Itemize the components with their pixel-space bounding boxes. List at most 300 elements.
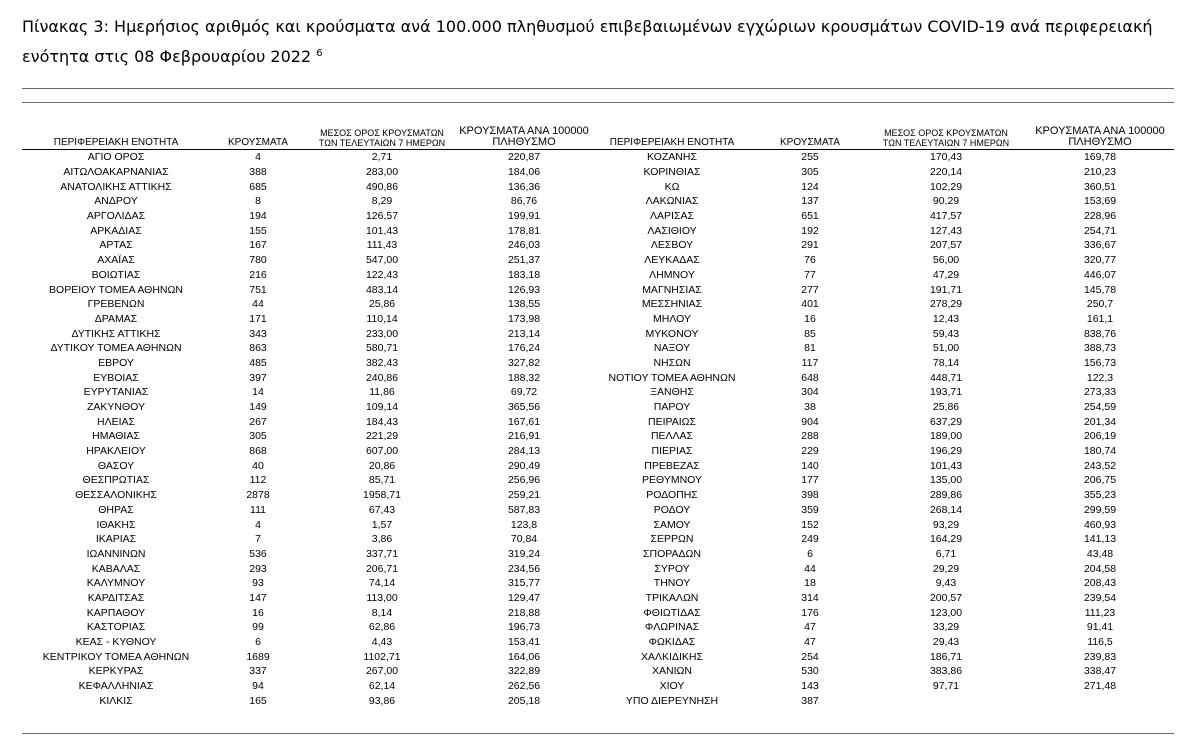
left-avg7-cell: 2,71 — [371, 151, 393, 164]
right-cases-cell: 530 — [801, 665, 819, 678]
right-per100k-cell: 320,77 — [1083, 254, 1117, 267]
left-cases-cell: 44 — [252, 298, 264, 311]
right-region-cell: ΧΑΛΚΙΔΙΚΗΣ — [641, 650, 703, 663]
right-avg7-cell: 47,29 — [932, 268, 960, 281]
left-region-cell: ΘΑΣΟΥ — [97, 459, 135, 472]
right-cases-cell: 305 — [801, 166, 819, 179]
right-cases-cell: 229 — [801, 445, 819, 458]
right-per100k-cell: 243,52 — [1083, 459, 1117, 472]
right-avg7-cell: 78,14 — [932, 356, 960, 369]
left-per100k-cell: 183,18 — [507, 268, 541, 281]
left-avg7-cell: 62,86 — [368, 621, 396, 634]
right-avg7-cell: 9,43 — [935, 577, 957, 590]
right-avg7-cell: 417,57 — [929, 210, 963, 223]
right-per100k-cell: 271,48 — [1083, 680, 1117, 693]
right-avg7-cell: 56,00 — [932, 254, 960, 267]
left-avg7-cell: 283,00 — [365, 166, 399, 179]
table-row — [22, 326, 1174, 341]
table-row — [22, 238, 1174, 253]
header-region-right: ΠΕΡΙΦΕΡΕΙΑΚΗ ΕΝΟΤΗΤΑ — [590, 126, 754, 150]
right-per100k-cell: 91,41 — [1086, 621, 1114, 634]
left-cases-cell: 194 — [249, 210, 267, 223]
bottom-divider — [22, 733, 1174, 734]
right-per100k-cell: 338,47 — [1083, 665, 1117, 678]
table-row — [22, 679, 1174, 694]
right-per100k-cell: 838,76 — [1083, 327, 1117, 340]
left-avg7-cell: 580,71 — [365, 342, 399, 355]
right-avg7-cell: 102,29 — [929, 180, 963, 193]
left-avg7-cell: 1102,71 — [363, 650, 401, 663]
right-region-cell: ΚΟΡΙΝΘΙΑΣ — [643, 166, 701, 179]
table-row — [22, 414, 1174, 429]
left-cases-cell: 149 — [249, 401, 267, 414]
right-per100k-cell: 360,51 — [1083, 180, 1117, 193]
left-avg7-cell: 113,00 — [366, 591, 398, 604]
left-region-cell: ΚΑΒΑΛΑΣ — [91, 562, 141, 575]
left-per100k-cell: 196,73 — [507, 621, 541, 634]
right-avg7-cell: 383,86 — [929, 665, 963, 678]
left-region-cell: ΓΡΕΒΕΝΩΝ — [87, 298, 145, 311]
right-avg7-cell: 189,00 — [929, 430, 963, 443]
second-divider — [22, 102, 1174, 103]
left-per100k-cell: 216,91 — [507, 430, 541, 443]
left-per100k-cell: 184,06 — [507, 166, 541, 179]
left-cases-cell: 14 — [252, 386, 264, 399]
right-per100k-cell: 254,59 — [1083, 401, 1117, 414]
left-per100k-cell: 138,55 — [507, 298, 541, 311]
left-avg7-cell: 111,43 — [366, 239, 398, 252]
right-per100k-cell: 141,13 — [1083, 533, 1117, 546]
left-avg7-cell: 483,14 — [365, 283, 399, 296]
left-cases-cell: 536 — [249, 547, 267, 560]
left-region-cell: ΚΑΡΠΑΘΟΥ — [86, 606, 146, 619]
left-region-cell: ΒΟΡΕΙΟΥ ΤΟΜΕΑ ΑΘΗΝΩΝ — [49, 283, 183, 296]
left-cases-cell: 780 — [249, 254, 267, 267]
table-row — [22, 429, 1174, 444]
left-cases-cell: 165 — [249, 694, 267, 707]
table-row — [22, 400, 1174, 415]
right-cases-cell: 152 — [801, 518, 819, 531]
left-cases-cell: 305 — [249, 430, 267, 443]
left-per100k-cell: 290,49 — [507, 459, 541, 472]
left-cases-cell: 337 — [249, 665, 267, 678]
right-cases-cell: 77 — [804, 268, 816, 281]
right-avg7-cell: 127,43 — [929, 224, 963, 237]
left-per100k-cell: 365,56 — [507, 401, 541, 414]
caption-text: Πίνακας 3: Ημερήσιος αριθμός και κρούσματα ανά 100.000 πληθυσμού επιβεβαιωμένων εγχώριων κρουσμάτων COVID-19 ανά περιφερειακή ενότητα στις 08 Φεβρουαρίου 2022 — [22, 17, 1153, 66]
left-cases-cell: 863 — [249, 342, 267, 355]
right-per100k-cell: 460,93 — [1083, 518, 1117, 531]
right-region-cell: ΚΟΖΑΝΗΣ — [647, 151, 697, 164]
right-avg7-cell: 164,29 — [929, 533, 963, 546]
right-cases-cell: 304 — [801, 386, 819, 399]
table-row — [22, 268, 1174, 283]
left-region-cell: ΑΙΤΩΛΟΑΚΑΡΝΑΝΙΑΣ — [63, 166, 169, 179]
left-cases-cell: 6 — [255, 636, 261, 649]
left-cases-cell: 4 — [255, 151, 261, 164]
right-per100k-cell: 239,83 — [1083, 650, 1117, 663]
right-cases-cell: 124 — [801, 180, 819, 193]
right-cases-cell: 143 — [801, 680, 819, 693]
table-row — [22, 591, 1174, 606]
right-avg7-cell: 220,14 — [929, 166, 963, 179]
left-avg7-cell: 85,71 — [368, 474, 396, 487]
right-cases-cell: 137 — [801, 195, 819, 208]
left-per100k-cell: 220,87 — [507, 151, 541, 164]
right-per100k-cell: 156,73 — [1083, 356, 1117, 369]
left-per100k-cell: 587,83 — [507, 503, 541, 516]
right-per100k-cell: 122,3 — [1086, 371, 1114, 384]
table-row — [22, 253, 1174, 268]
right-region-cell: ΣΥΡΟΥ — [654, 562, 690, 575]
left-avg7-cell: 3,86 — [371, 533, 393, 546]
left-per100k-cell: 167,61 — [507, 415, 541, 428]
right-region-cell: ΡΕΘΥΜΝΟΥ — [641, 474, 702, 487]
left-region-cell: ΑΝΑΤΟΛΙΚΗΣ ΑΤΤΙΚΗΣ — [60, 180, 172, 193]
table-row — [22, 356, 1174, 371]
left-region-cell: ΑΝΔΡΟΥ — [94, 195, 138, 208]
right-per100k-cell: 180,74 — [1083, 445, 1117, 458]
right-per100k-cell: 446,07 — [1083, 268, 1117, 281]
right-cases-cell: 192 — [801, 224, 819, 237]
right-cases-cell: 651 — [801, 210, 819, 223]
right-cases-cell: 177 — [801, 474, 819, 487]
left-cases-cell: 397 — [249, 371, 267, 384]
right-avg7-cell: 93,29 — [932, 518, 960, 531]
right-region-cell: ΠΕΙΡΑΙΩΣ — [648, 415, 696, 428]
left-region-cell: ΑΓΙΟ ΟΡΟΣ — [87, 151, 145, 164]
right-per100k-cell: 250,7 — [1086, 298, 1114, 311]
header-per100k-left: ΚΡΟΥΣΜΑΤΑ ΑΝΑ 100000 ΠΛΗΘΥΣΜΟ — [459, 125, 589, 148]
header-cases-left: ΚΡΟΥΣΜΑΤΑ — [210, 126, 306, 150]
right-per100k-cell: 208,43 — [1083, 577, 1117, 590]
right-avg7-cell: 193,71 — [929, 386, 963, 399]
right-region-cell: ΧΙΟΥ — [659, 680, 685, 693]
left-avg7-cell: 122,43 — [365, 268, 399, 281]
left-cases-cell: 7 — [255, 533, 261, 546]
right-region-cell: ΣΑΜΟΥ — [653, 518, 691, 531]
header-cases-right: ΚΡΟΥΣΜΑΤΑ — [754, 126, 866, 150]
right-cases-cell: 76 — [804, 254, 816, 267]
left-region-cell: ΚΙΛΚΙΣ — [99, 694, 133, 707]
right-per100k-cell: 116,5 — [1087, 636, 1113, 649]
right-per100k-cell: 299,59 — [1083, 503, 1117, 516]
table-row — [22, 605, 1174, 620]
table-row — [22, 282, 1174, 297]
left-avg7-cell: 8,29 — [371, 195, 393, 208]
right-region-cell: ΛΑΡΙΣΑΣ — [650, 210, 694, 223]
right-avg7-cell: 186,71 — [929, 650, 963, 663]
right-region-cell: ΜΗΛΟΥ — [653, 312, 691, 325]
left-cases-cell: 112 — [249, 474, 267, 487]
right-per100k-cell: 388,73 — [1083, 342, 1117, 355]
right-cases-cell: 117 — [801, 356, 819, 369]
left-per100k-cell: 213,14 — [507, 327, 541, 340]
left-per100k-cell: 319,24 — [507, 547, 541, 560]
right-per100k-cell: 161,1 — [1086, 312, 1114, 325]
left-cases-cell: 485 — [249, 356, 267, 369]
left-avg7-cell: 490,86 — [365, 180, 399, 193]
right-per100k-cell: 336,67 — [1083, 239, 1117, 252]
right-avg7-cell: 6,71 — [935, 547, 957, 560]
right-cases-cell: 38 — [804, 401, 816, 414]
right-region-cell: ΝΗΣΩΝ — [653, 356, 691, 369]
right-avg7-cell: 268,14 — [929, 503, 963, 516]
right-cases-cell: 387 — [801, 694, 819, 707]
right-avg7-cell: 29,29 — [932, 562, 960, 575]
left-region-cell: ΗΡΑΚΛΕΙΟΥ — [86, 445, 146, 458]
left-avg7-cell: 25,86 — [368, 298, 396, 311]
left-region-cell: ΑΡΚΑΔΙΑΣ — [90, 224, 142, 237]
left-per100k-cell: 173,98 — [507, 312, 541, 325]
right-avg7-cell: 278,29 — [929, 298, 963, 311]
right-region-cell: ΛΕΥΚΑΔΑΣ — [644, 254, 700, 267]
right-cases-cell: 140 — [801, 459, 819, 472]
left-per100k-cell: 259,21 — [507, 489, 541, 502]
header-row — [22, 126, 1174, 150]
left-avg7-cell: 109,14 — [365, 401, 399, 414]
right-per100k-cell: 206,19 — [1083, 430, 1117, 443]
right-cases-cell: 288 — [801, 430, 819, 443]
left-region-cell: ΘΕΣΠΡΩΤΙΑΣ — [82, 474, 150, 487]
header-per100k-right: ΚΡΟΥΣΜΑΤΑ ΑΝΑ 100000 ΠΛΗΘΥΣΜΟ — [1026, 126, 1174, 150]
left-per100k-cell: 322,89 — [507, 665, 541, 678]
right-avg7-cell: 33,29 — [932, 621, 960, 634]
left-avg7-cell: 337,71 — [365, 547, 399, 560]
right-cases-cell: 398 — [801, 489, 819, 502]
right-cases-cell: 81 — [804, 342, 816, 355]
left-region-cell: ΚΕΑΣ - ΚΥΘΝΟΥ — [75, 636, 157, 649]
left-cases-cell: 216 — [249, 268, 267, 281]
right-cases-cell: 291 — [801, 239, 819, 252]
header-region-left: ΠΕΡΙΦΕΡΕΙΑΚΗ ΕΝΟΤΗΤΑ — [22, 126, 210, 150]
table-row — [22, 444, 1174, 459]
left-cases-cell: 147 — [249, 591, 267, 604]
right-region-cell: ΠΑΡΟΥ — [653, 401, 691, 414]
left-per100k-cell: 136,36 — [507, 180, 541, 193]
table-row — [22, 620, 1174, 635]
table-row — [22, 223, 1174, 238]
left-avg7-cell: 547,00 — [365, 254, 399, 267]
right-per100k-cell: 228,96 — [1083, 210, 1117, 223]
left-region-cell: ΗΛΕΙΑΣ — [96, 415, 135, 428]
left-cases-cell: 171 — [249, 312, 267, 325]
left-region-cell: ΔΥΤΙΚΗΣ ΑΤΤΙΚΗΣ — [71, 327, 161, 340]
left-per100k-cell: 315,77 — [507, 577, 541, 590]
left-region-cell: ΙΚΑΡΙΑΣ — [95, 533, 137, 546]
table-row — [22, 370, 1174, 385]
right-cases-cell: 47 — [804, 621, 816, 634]
right-per100k-cell: 153,69 — [1083, 195, 1117, 208]
table-row — [22, 532, 1174, 547]
table-row — [22, 179, 1174, 194]
left-avg7-cell: 184,43 — [365, 415, 399, 428]
right-region-cell: ΦΛΩΡΙΝΑΣ — [644, 621, 700, 634]
left-cases-cell: 343 — [249, 327, 267, 340]
right-avg7-cell: 25,86 — [932, 401, 960, 414]
table-row — [22, 150, 1174, 165]
left-avg7-cell: 110,14 — [366, 312, 398, 325]
right-region-cell: ΡΟΔΟΥ — [653, 503, 691, 516]
right-per100k-cell: 169,78 — [1083, 151, 1117, 164]
left-region-cell: ΚΕΡΚΥΡΑΣ — [88, 665, 144, 678]
right-region-cell: ΜΕΣΣΗΝΙΑΣ — [641, 298, 703, 311]
left-avg7-cell: 607,00 — [365, 445, 399, 458]
right-cases-cell: 6 — [807, 547, 813, 560]
right-region-cell: ΠΡΕΒΕΖΑΣ — [644, 459, 700, 472]
left-cases-cell: 111 — [250, 503, 266, 516]
header-avg7-left: ΜΕΣΟΣ ΟΡΟΣ ΚΡΟΥΣΜΑΤΩΝ ΤΩΝ ΤΕΛΕΥΤΑΙΩΝ 7 ΗΜΕΡΩΝ — [306, 126, 458, 150]
table-row — [22, 635, 1174, 650]
left-region-cell: ΒΟΙΩΤΙΑΣ — [91, 268, 141, 281]
right-avg7-cell: 200,57 — [929, 591, 963, 604]
left-avg7-cell: 126,57 — [365, 210, 399, 223]
left-avg7-cell: 1958,71 — [363, 489, 401, 502]
left-region-cell: ΕΥΡΥΤΑΝΙΑΣ — [83, 386, 149, 399]
left-cases-cell: 16 — [252, 606, 264, 619]
table-row — [22, 503, 1174, 518]
left-cases-cell: 93 — [252, 577, 264, 590]
left-cases-cell: 155 — [249, 224, 267, 237]
right-cases-cell: 277 — [801, 283, 819, 296]
table-body — [22, 150, 1174, 709]
left-region-cell: ΚΑΣΤΟΡΙΑΣ — [86, 621, 146, 634]
left-avg7-cell: 382,43 — [365, 356, 399, 369]
right-per100k-cell: 201,34 — [1083, 415, 1117, 428]
left-cases-cell: 4 — [255, 518, 261, 531]
left-region-cell: ΚΕΝΤΡΙΚΟΥ ΤΟΜΕΑ ΑΘΗΝΩΝ — [42, 650, 190, 663]
left-region-cell: ΔΥΤΙΚΟΥ ΤΟΜΕΑ ΑΘΗΝΩΝ — [50, 342, 182, 355]
right-region-cell: ΜΥΚΟΝΟΥ — [645, 327, 699, 340]
right-region-cell: ΧΑΝΙΩΝ — [652, 665, 692, 678]
left-region-cell: ΕΒΡΟΥ — [98, 356, 134, 369]
left-region-cell: ΑΧΑΪΑΣ — [97, 254, 135, 267]
right-cases-cell: 314 — [801, 591, 819, 604]
table-row — [22, 194, 1174, 209]
left-per100k-cell: 218,88 — [507, 606, 541, 619]
right-per100k-cell: 355,23 — [1083, 489, 1117, 502]
right-region-cell: ΦΩΚΙΔΑΣ — [648, 636, 696, 649]
header-avg7-right: ΜΕΣΟΣ ΟΡΟΣ ΚΡΟΥΣΜΑΤΩΝ ΤΩΝ ΤΕΛΕΥΤΑΙΩΝ 7 ΗΜΕΡΩΝ — [866, 126, 1026, 150]
footnote-marker: 6 — [316, 48, 323, 59]
left-region-cell: ΕΥΒΟΙΑΣ — [93, 371, 139, 384]
right-avg7-cell: 196,29 — [929, 445, 963, 458]
table-row — [22, 341, 1174, 356]
right-avg7-cell: 448,71 — [929, 371, 963, 384]
right-cases-cell: 44 — [804, 562, 816, 575]
right-region-cell: ΠΕΛΛΑΣ — [650, 430, 694, 443]
left-cases-cell: 99 — [252, 621, 264, 634]
right-region-cell: ΤΗΝΟΥ — [653, 577, 691, 590]
right-avg7-cell: 59,43 — [932, 327, 960, 340]
right-region-cell: ΜΑΓΝΗΣΙΑΣ — [642, 283, 702, 296]
table-caption — [22, 12, 1178, 72]
right-per100k-cell: 43,48 — [1086, 547, 1114, 560]
right-region-cell: ΤΡΙΚΑΛΩΝ — [645, 591, 699, 604]
left-per100k-cell: 86,76 — [510, 195, 538, 208]
left-avg7-cell: 74,14 — [368, 577, 396, 590]
right-avg7-cell: 637,29 — [929, 415, 963, 428]
left-avg7-cell: 67,43 — [368, 503, 396, 516]
right-cases-cell: 18 — [804, 577, 816, 590]
table-row — [22, 488, 1174, 503]
right-region-cell: ΛΑΚΩΝΙΑΣ — [645, 195, 699, 208]
left-region-cell: ΚΑΛΥΜΝΟΥ — [86, 577, 146, 590]
left-region-cell: ΔΡΑΜΑΣ — [94, 312, 138, 325]
right-region-cell: ΡΟΔΟΠΗΣ — [646, 489, 698, 502]
right-avg7-cell: 12,43 — [932, 312, 960, 325]
right-avg7-cell: 90,29 — [932, 195, 960, 208]
right-region-cell: ΞΑΝΘΗΣ — [650, 386, 694, 399]
right-avg7-cell: 289,86 — [929, 489, 963, 502]
right-per100k-cell: 210,23 — [1083, 166, 1117, 179]
left-avg7-cell: 20,86 — [368, 459, 396, 472]
table-row — [22, 312, 1174, 327]
left-per100k-cell: 178,81 — [507, 224, 541, 237]
left-per100k-cell: 251,37 — [507, 254, 541, 267]
left-per100k-cell: 327,82 — [507, 356, 541, 369]
left-per100k-cell: 70,84 — [510, 533, 538, 546]
left-avg7-cell: 1,57 — [371, 518, 393, 531]
left-per100k-cell: 262,56 — [507, 680, 541, 693]
right-region-cell: ΛΑΣΙΘΙΟΥ — [647, 224, 697, 237]
right-per100k-cell: 145,78 — [1083, 283, 1117, 296]
left-per100k-cell: 284,13 — [507, 445, 541, 458]
left-avg7-cell: 233,00 — [365, 327, 399, 340]
right-region-cell: ΝΑΞΟΥ — [653, 342, 691, 355]
left-per100k-cell: 153,41 — [507, 636, 541, 649]
right-region-cell: ΝΟΤΙΟΥ ΤΟΜΕΑ ΑΘΗΝΩΝ — [608, 371, 736, 384]
left-avg7-cell: 8,14 — [371, 606, 393, 619]
left-cases-cell: 40 — [252, 459, 264, 472]
right-avg7-cell: 207,57 — [929, 239, 963, 252]
right-cases-cell: 255 — [801, 151, 819, 164]
right-avg7-cell — [866, 693, 1026, 708]
left-cases-cell: 94 — [252, 680, 264, 693]
table-row — [22, 576, 1174, 591]
left-per100k-cell: 126,93 — [507, 283, 541, 296]
left-cases-cell: 293 — [249, 562, 267, 575]
right-region-cell: ΛΕΣΒΟΥ — [650, 239, 694, 252]
left-cases-cell: 388 — [249, 166, 267, 179]
right-region-cell: ΚΩ — [664, 180, 680, 193]
covid-cases-table — [22, 126, 1174, 708]
right-avg7-cell: 135,00 — [929, 474, 963, 487]
right-per100k-cell: 204,58 — [1083, 562, 1117, 575]
right-avg7-cell: 170,43 — [929, 151, 963, 164]
left-cases-cell: 2878 — [246, 489, 270, 502]
left-cases-cell: 167 — [249, 239, 267, 252]
right-per100k-cell — [1026, 693, 1174, 708]
left-region-cell: ΑΡΤΑΣ — [99, 239, 133, 252]
left-avg7-cell: 11,86 — [369, 386, 395, 399]
left-region-cell: ΚΑΡΔΙΤΣΑΣ — [87, 591, 145, 604]
table-row — [22, 547, 1174, 562]
table-row — [22, 297, 1174, 312]
left-region-cell: ΖΑΚΥΝΘΟΥ — [86, 401, 145, 414]
table-row — [22, 517, 1174, 532]
table-row — [22, 165, 1174, 180]
right-region-cell: ΣΕΡΡΩΝ — [650, 533, 694, 546]
left-avg7-cell: 240,86 — [365, 371, 399, 384]
left-cases-cell: 1689 — [246, 650, 270, 663]
right-per100k-cell: 273,33 — [1083, 386, 1117, 399]
left-region-cell: ΑΡΓΟΛΙΔΑΣ — [86, 210, 146, 223]
right-avg7-cell: 101,43 — [929, 459, 963, 472]
left-avg7-cell: 206,71 — [365, 562, 399, 575]
left-cases-cell: 751 — [249, 283, 267, 296]
right-cases-cell: 16 — [804, 312, 816, 325]
